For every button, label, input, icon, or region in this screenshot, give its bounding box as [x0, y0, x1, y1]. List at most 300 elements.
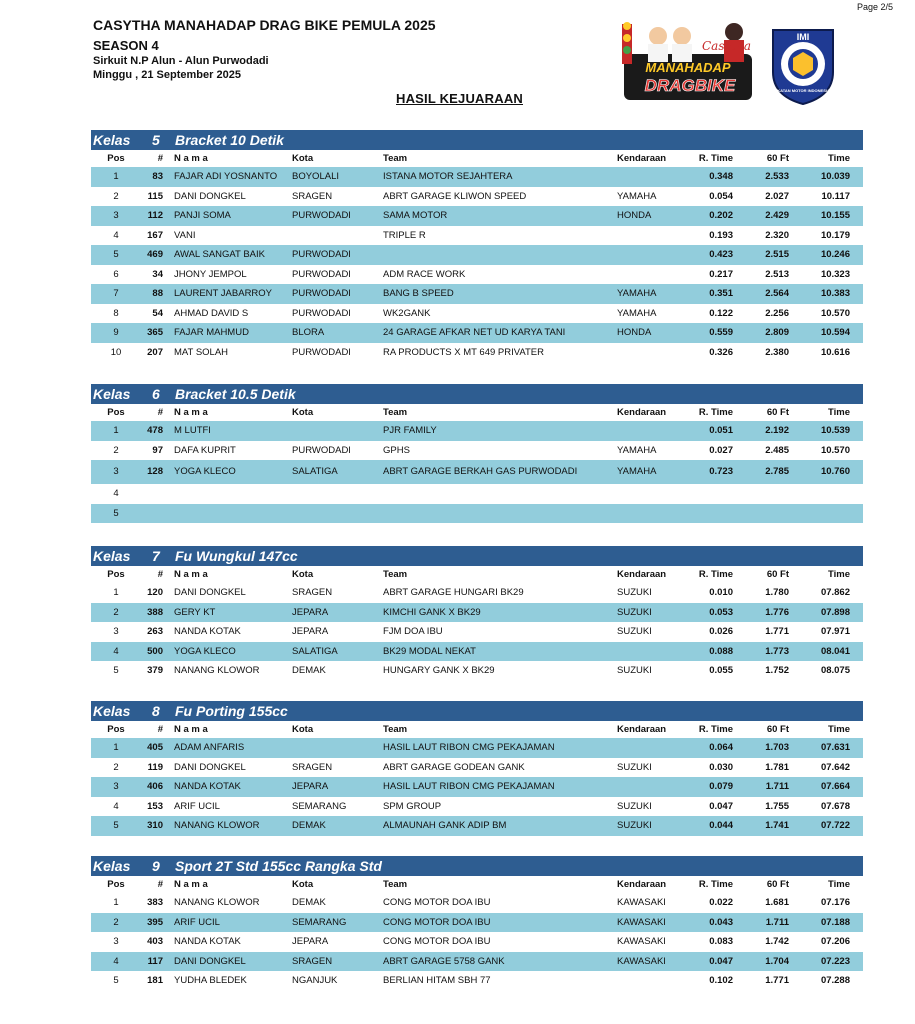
cell-team: CONG MOTOR DOA IBU	[383, 897, 491, 908]
cell-pos: 6	[113, 268, 119, 280]
table-row	[91, 893, 863, 913]
cell-pos: 2	[113, 606, 119, 618]
cell-pos: 3	[113, 210, 119, 221]
cell-time: 10.246	[820, 249, 850, 260]
cell-num: 181	[147, 975, 163, 986]
column-header-name: N a m a	[174, 569, 208, 580]
event-header	[93, 16, 436, 82]
cell-rtime: 0.348	[709, 171, 733, 182]
column-header-rtime: R. Time	[698, 569, 733, 580]
cell-name: FAJAR MAHMUD	[174, 327, 249, 338]
class-section-5	[91, 130, 863, 362]
cell-kendaraan: YAMAHA	[617, 307, 657, 319]
column-header-kota: Kota	[292, 407, 314, 418]
event-logo	[616, 14, 760, 106]
cell-kendaraan: SUZUKI	[617, 587, 652, 598]
cell-name: DANI DONGKEL	[174, 761, 246, 773]
class-label: Kelas	[93, 703, 131, 719]
cell-time: 08.075	[820, 665, 850, 676]
column-header-row	[91, 876, 863, 893]
cell-name: NANDA KOTAK	[174, 936, 241, 947]
cell-num: 478	[147, 425, 163, 436]
cell-num: 97	[152, 444, 163, 456]
cell-kota: DEMAK	[292, 820, 326, 831]
class-label: Kelas	[93, 858, 131, 874]
cell-ft60: 1.780	[765, 587, 789, 598]
class-section-6	[91, 384, 863, 523]
cell-team: WK2GANK	[383, 307, 431, 319]
cell-kendaraan: SUZUKI	[617, 626, 652, 637]
cell-kota: SRAGEN	[292, 587, 333, 598]
table-row	[91, 304, 863, 324]
cell-rtime: 0.102	[709, 975, 733, 986]
column-header-num: #	[157, 724, 163, 735]
date-label: Minggu , 21 September 2025	[93, 69, 241, 81]
cell-rtime: 0.027	[709, 444, 733, 456]
cell-time: 10.594	[820, 327, 850, 338]
cell-rtime: 0.026	[709, 626, 733, 637]
cell-pos: 1	[113, 587, 119, 598]
column-header-name: N a m a	[174, 407, 208, 418]
cell-pos: 4	[113, 955, 119, 967]
table-row	[91, 661, 863, 681]
table-row	[91, 583, 863, 603]
cell-name: NANDA KOTAK	[174, 781, 241, 792]
cell-kota: PURWODADI	[292, 268, 351, 280]
cell-pos: 9	[113, 327, 119, 338]
cell-pos: 1	[113, 742, 119, 753]
cell-num: 153	[147, 800, 163, 812]
imi-logo-ring-text: IKATAN MOTOR INDONESIA	[776, 88, 830, 93]
cell-team: ABRT GARAGE BERKAH GAS PURWODADI	[383, 466, 578, 477]
imi-logo-text: IMI	[796, 32, 810, 42]
table-row	[91, 245, 863, 265]
cell-kota: PURWODADI	[292, 249, 351, 260]
cell-pos: 5	[113, 820, 119, 831]
cell-time: 07.971	[820, 626, 850, 637]
cell-team: ALMAUNAH GANK ADIP BM	[383, 820, 507, 831]
class-header	[91, 856, 863, 876]
cell-time: 08.041	[820, 645, 850, 657]
cell-name: MAT SOLAH	[174, 346, 229, 358]
cell-rtime: 0.217	[709, 268, 733, 280]
column-header-rtime: R. Time	[698, 724, 733, 735]
cell-name: YOGA KLECO	[174, 466, 236, 477]
cell-name: NANDA KOTAK	[174, 626, 241, 637]
cell-name: YUDHA BLEDEK	[174, 975, 247, 986]
cell-kota: PURWODADI	[292, 210, 351, 221]
cell-kendaraan: SUZUKI	[617, 820, 652, 831]
cell-kota: SEMARANG	[292, 800, 347, 812]
cell-name: DANI DONGKEL	[174, 190, 246, 202]
cell-pos: 5	[113, 665, 119, 676]
cell-ft60: 1.773	[765, 645, 789, 657]
cell-pos: 1	[113, 425, 119, 436]
cell-ft60: 1.752	[765, 665, 789, 676]
cell-time: 10.570	[820, 307, 850, 319]
cell-name: M LUTFI	[174, 425, 211, 436]
cell-kota: SRAGEN	[292, 190, 333, 202]
cell-team: ISTANA MOTOR SEJAHTERA	[383, 171, 513, 182]
column-header-team: Team	[383, 879, 408, 890]
cell-rtime: 0.351	[709, 288, 733, 299]
column-header-ft60: 60 Ft	[766, 569, 789, 580]
cell-pos: 4	[113, 800, 119, 812]
cell-num: 365	[147, 327, 163, 338]
cell-rtime: 0.423	[709, 249, 733, 260]
cell-rtime: 0.723	[709, 466, 733, 477]
class-header	[91, 384, 863, 404]
cell-team: SPM GROUP	[383, 800, 442, 812]
cell-kota: SRAGEN	[292, 955, 333, 967]
cell-name: DANI DONGKEL	[174, 955, 246, 967]
column-header-pos: Pos	[107, 407, 125, 418]
cell-team: BERLIAN HITAM SBH 77	[383, 975, 491, 986]
cell-name: ARIF UCIL	[174, 800, 220, 812]
cell-kendaraan: YAMAHA	[617, 466, 657, 477]
cell-team: TRIPLE R	[383, 229, 426, 241]
column-header-kota: Kota	[292, 569, 314, 580]
cell-pos: 10	[110, 346, 122, 358]
column-header-kendaraan: Kendaraan	[617, 879, 667, 890]
cell-kota: JEPARA	[292, 626, 329, 637]
table-row	[91, 738, 863, 758]
cell-num: 83	[152, 171, 163, 182]
cell-name: FAJAR ADI YOSNANTO	[174, 171, 278, 182]
class-label: Kelas	[93, 132, 131, 148]
cell-ft60: 1.742	[765, 936, 789, 947]
column-header-num: #	[157, 879, 163, 890]
cell-num: 469	[147, 249, 163, 260]
cell-name: NANANG KLOWOR	[174, 820, 260, 831]
column-header-time: Time	[827, 879, 850, 890]
cell-rtime: 0.047	[709, 800, 733, 812]
cell-num: 395	[147, 916, 163, 928]
cell-time: 10.117	[821, 190, 850, 202]
cell-team: PJR FAMILY	[383, 425, 437, 436]
cell-kota: SRAGEN	[292, 761, 333, 773]
cell-kota: SEMARANG	[292, 916, 347, 928]
cell-kota: SALATIGA	[292, 466, 338, 477]
cell-num: 112	[147, 210, 163, 221]
cell-team: ABRT GARAGE HUNGARI BK29	[383, 587, 524, 598]
page-number: Page 2/5	[856, 2, 893, 12]
cell-ft60: 1.741	[765, 820, 789, 831]
class-number: 9	[152, 858, 160, 874]
table-row	[91, 226, 863, 246]
event-logo-text-1: Casytha	[702, 39, 751, 53]
class-category: Sport 2T Std 155cc Rangka Std	[175, 858, 382, 874]
cell-pos: 3	[113, 626, 119, 637]
cell-rtime: 0.022	[709, 897, 733, 908]
cell-pos: 3	[113, 781, 119, 792]
class-number: 5	[152, 132, 160, 148]
cell-kendaraan: SUZUKI	[617, 761, 652, 773]
cell-ft60: 1.755	[765, 800, 789, 812]
table-row	[91, 484, 863, 504]
cell-pos: 8	[113, 307, 119, 319]
cell-num: 406	[147, 781, 163, 792]
venue-label: Sirkuit N.P Alun - Alun Purwodadi	[93, 55, 269, 67]
column-header-num: #	[157, 407, 163, 418]
cell-team: ABRT GARAGE KLIWON SPEED	[383, 190, 527, 202]
cell-kendaraan: KAWASAKI	[617, 916, 666, 928]
class-category: Fu Wungkul 147cc	[175, 548, 298, 564]
cell-kota: NGANJUK	[292, 975, 338, 986]
cell-kendaraan: KAWASAKI	[617, 936, 666, 947]
cell-name: DANI DONGKEL	[174, 587, 246, 598]
cell-ft60: 1.781	[765, 761, 789, 773]
column-header-kendaraan: Kendaraan	[617, 569, 667, 580]
cell-rtime: 0.088	[709, 645, 733, 657]
cell-name: ARIF UCIL	[174, 916, 220, 928]
cell-kota: JEPARA	[292, 606, 329, 618]
column-header-time: Time	[827, 724, 850, 735]
class-label: Kelas	[93, 548, 131, 564]
cell-ft60: 1.776	[765, 606, 789, 618]
cell-pos: 5	[113, 249, 119, 260]
cell-kendaraan: SUZUKI	[617, 665, 652, 676]
column-header-rtime: R. Time	[698, 879, 733, 890]
cell-num: 405	[147, 742, 163, 753]
cell-team: HASIL LAUT RIBON CMG PEKAJAMAN	[383, 742, 555, 753]
cell-rtime: 0.044	[709, 820, 733, 831]
cell-team: CONG MOTOR DOA IBU	[383, 936, 491, 947]
cell-time: 10.039	[820, 171, 850, 182]
result-title: HASIL KEJUARAAN	[396, 91, 523, 106]
cell-team: BK29 MODAL NEKAT	[383, 645, 476, 657]
table-row	[91, 603, 863, 623]
cell-num: 167	[147, 229, 163, 241]
column-header-time: Time	[827, 569, 850, 580]
column-header-rtime: R. Time	[698, 153, 733, 164]
class-section-7	[91, 546, 863, 681]
cell-ft60: 2.809	[765, 327, 789, 338]
cell-rtime: 0.010	[709, 587, 733, 598]
cell-kendaraan: HONDA	[617, 327, 652, 338]
column-header-num: #	[157, 569, 163, 580]
class-category: Fu Porting 155cc	[175, 703, 288, 719]
cell-pos: 2	[113, 761, 119, 773]
cell-time: 07.206	[820, 936, 850, 947]
table-row	[91, 913, 863, 933]
column-header-pos: Pos	[107, 724, 125, 735]
column-header-row	[91, 566, 863, 583]
cell-team: KIMCHI GANK X BK29	[383, 606, 481, 618]
cell-time: 10.155	[820, 210, 850, 221]
column-header-kendaraan: Kendaraan	[617, 153, 667, 164]
cell-name: YOGA KLECO	[174, 645, 236, 657]
cell-kota: PURWODADI	[292, 307, 351, 319]
table-row	[91, 323, 863, 343]
column-header-ft60: 60 Ft	[766, 879, 789, 890]
cell-pos: 2	[113, 444, 119, 456]
column-header-kendaraan: Kendaraan	[617, 407, 667, 418]
cell-name: JHONY JEMPOL	[174, 268, 247, 280]
cell-name: GERY KT	[174, 606, 216, 618]
cell-ft60: 2.027	[765, 190, 789, 202]
table-row	[91, 642, 863, 662]
cell-pos: 3	[113, 936, 119, 947]
cell-pos: 4	[113, 645, 119, 657]
imi-logo	[767, 26, 839, 106]
cell-num: 207	[147, 346, 163, 358]
cell-kota: JEPARA	[292, 781, 329, 792]
cell-rtime: 0.079	[709, 781, 733, 792]
cell-name: PANJI SOMA	[174, 210, 231, 221]
column-header-ft60: 60 Ft	[766, 407, 789, 418]
cell-time: 07.642	[820, 761, 850, 773]
cell-pos: 5	[113, 975, 119, 986]
cell-pos: 2	[113, 916, 119, 928]
cell-pos: 7	[113, 288, 119, 299]
column-header-num: #	[157, 153, 163, 164]
cell-kota: PURWODADI	[292, 444, 351, 456]
cell-ft60: 1.711	[765, 781, 789, 792]
table-row	[91, 167, 863, 187]
cell-ft60: 1.681	[765, 897, 789, 908]
cell-rtime: 0.193	[709, 229, 733, 241]
cell-ft60: 2.564	[765, 288, 789, 299]
column-header-pos: Pos	[107, 879, 125, 890]
cell-kendaraan: SUZUKI	[617, 800, 652, 812]
cell-ft60: 2.785	[765, 466, 789, 477]
cell-pos: 4	[113, 488, 119, 499]
cell-rtime: 0.055	[709, 665, 733, 676]
cell-name: LAURENT JABARROY	[174, 288, 273, 299]
cell-num: 310	[147, 820, 163, 831]
cell-name: AHMAD DAVID S	[174, 307, 249, 319]
class-section-8	[91, 701, 863, 836]
cell-rtime: 0.559	[709, 327, 733, 338]
cell-num: 120	[147, 587, 163, 598]
cell-pos: 3	[113, 466, 119, 477]
cell-time: 10.570	[820, 444, 850, 456]
cell-num: 119	[147, 761, 163, 773]
cell-ft60: 1.703	[765, 742, 789, 753]
cell-rtime: 0.083	[709, 936, 733, 947]
cell-kendaraan: KAWASAKI	[617, 955, 666, 967]
cell-kota: DEMAK	[292, 665, 326, 676]
cell-time: 07.678	[820, 800, 850, 812]
cell-kendaraan: KAWASAKI	[617, 897, 666, 908]
cell-ft60: 1.704	[765, 955, 789, 967]
cell-num: 54	[152, 307, 163, 319]
cell-team: ABRT GARAGE GODEAN GANK	[383, 761, 525, 773]
cell-ft60: 2.485	[765, 444, 789, 456]
cell-time: 07.722	[820, 820, 850, 831]
table-row	[91, 971, 863, 991]
cell-time: 10.760	[820, 466, 850, 477]
cell-kota: BLORA	[292, 327, 325, 338]
column-header-kota: Kota	[292, 153, 314, 164]
cell-time: 07.631	[820, 742, 850, 753]
cell-name: AWAL SANGAT BAIK	[174, 249, 265, 260]
cell-time: 07.664	[820, 781, 850, 792]
cell-num: 117	[147, 955, 163, 967]
cell-ft60: 2.429	[765, 210, 789, 221]
cell-rtime: 0.122	[709, 307, 733, 319]
event-logo-text-2: MANAHADAP	[645, 60, 731, 75]
cell-num: 88	[152, 288, 163, 299]
cell-kota: PURWODADI	[292, 288, 351, 299]
cell-team: BANG B SPEED	[383, 288, 454, 299]
cell-rtime: 0.202	[709, 210, 733, 221]
cell-name: NANANG KLOWOR	[174, 665, 260, 676]
cell-time: 07.176	[820, 897, 850, 908]
cell-kendaraan: YAMAHA	[617, 288, 657, 299]
table-row	[91, 504, 863, 524]
table-row	[91, 932, 863, 952]
column-header-pos: Pos	[107, 153, 125, 164]
cell-kota: PURWODADI	[292, 346, 351, 358]
cell-ft60: 2.515	[765, 249, 789, 260]
table-row	[91, 441, 863, 461]
class-number: 6	[152, 386, 160, 402]
cell-kendaraan: YAMAHA	[617, 190, 657, 202]
cell-ft60: 2.192	[765, 425, 789, 436]
cell-name: VANI	[174, 229, 196, 241]
column-header-pos: Pos	[107, 569, 125, 580]
cell-pos: 1	[113, 171, 119, 182]
cell-num: 383	[147, 897, 163, 908]
table-row	[91, 952, 863, 972]
event-title: CASYTHA MANAHADAP DRAG BIKE PEMULA 2025	[93, 17, 436, 33]
cell-team: 24 GARAGE AFKAR NET UD KARYA TANI	[383, 327, 566, 338]
column-header-team: Team	[383, 153, 408, 164]
cell-rtime: 0.047	[709, 955, 733, 967]
table-row	[91, 777, 863, 797]
cell-ft60: 1.771	[765, 975, 789, 986]
cell-time: 10.323	[820, 268, 850, 280]
cell-team: HUNGARY GANK X BK29	[383, 665, 495, 676]
cell-name: NANANG KLOWOR	[174, 897, 260, 908]
cell-time: 07.188	[820, 916, 850, 928]
cell-time: 10.616	[820, 346, 850, 358]
cell-kendaraan: YAMAHA	[617, 444, 657, 456]
cell-name: DAFA KUPRIT	[174, 444, 236, 456]
column-header-time: Time	[827, 407, 850, 418]
column-header-ft60: 60 Ft	[766, 724, 789, 735]
cell-pos: 1	[113, 897, 119, 908]
class-category: Bracket 10 Detik	[175, 132, 284, 148]
column-header-name: N a m a	[174, 879, 208, 890]
cell-time: 07.898	[820, 606, 850, 618]
cell-team: GPHS	[383, 444, 410, 456]
cell-team: RA PRODUCTS X MT 649 PRIVATER	[383, 346, 545, 358]
cell-ft60: 1.771	[765, 626, 789, 637]
class-header	[91, 701, 863, 721]
column-header-row	[91, 150, 863, 167]
class-number: 7	[152, 548, 160, 564]
column-header-time: Time	[827, 153, 850, 164]
cell-kota: BOYOLALI	[292, 171, 339, 182]
cell-pos: 2	[113, 190, 119, 202]
cell-num: 500	[147, 645, 163, 657]
cell-team: HASIL LAUT RIBON CMG PEKAJAMAN	[383, 781, 555, 792]
cell-time: 07.862	[820, 587, 850, 598]
class-category: Bracket 10.5 Detik	[175, 386, 296, 402]
cell-rtime: 0.030	[709, 761, 733, 773]
cell-rtime: 0.054	[709, 190, 733, 202]
cell-team: ABRT GARAGE 5758 GANK	[383, 955, 505, 967]
cell-num: 379	[147, 665, 163, 676]
table-row	[91, 758, 863, 778]
cell-team: ADM RACE WORK	[383, 268, 466, 280]
table-row	[91, 284, 863, 304]
column-header-team: Team	[383, 724, 408, 735]
cell-ft60: 2.533	[765, 171, 789, 182]
